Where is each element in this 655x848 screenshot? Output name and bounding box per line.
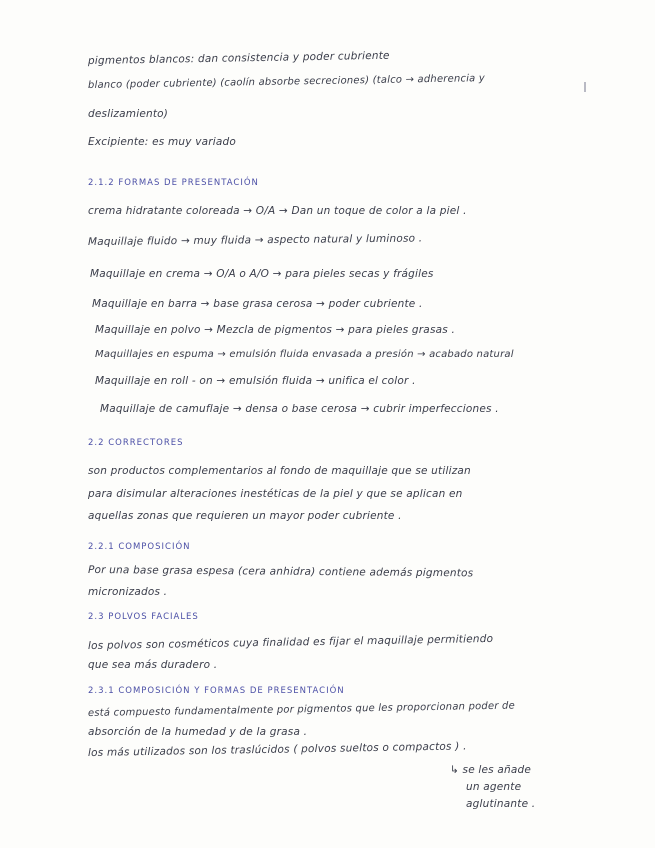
text-line: Maquillajes en espuma → emulsión fluida envasada a presión → acabado natural [95,349,514,360]
text-line: micronizados . [88,586,168,598]
margin-mark [584,82,586,92]
text-line: crema hidratante coloreada → O/A → Dan un toque de color a la piel . [88,205,467,217]
section-heading: 2.2 CORRECTORES [88,438,184,448]
text-line: un agente [466,781,522,793]
text-line: blanco (poder cubriente) (caolín absorbe secreciones) (talco → adherencia y [87,73,486,91]
text-line: Maquillaje de camuflaje → densa o base cerosa → cubrir imperfecciones . [100,403,499,415]
section-heading: 2.2.1 COMPOSICIÓN [88,542,191,552]
text-line: los polvos son cosméticos cuya finalidad es fijar el maquillaje permitiendo [87,632,494,652]
text-line: Por una base grasa espesa (cera anhidra) contiene además pigmentos [87,564,474,580]
text-line: son productos complementarios al fondo de maquillaje que se utilizan [88,465,471,477]
text-line: Maquillaje en polvo → Mezcla de pigmentos → para pieles grasas . [95,324,455,336]
text-line: deslizamiento) [88,108,169,120]
text-line: pigmentos blancos: dan consistencia y poder cubriente [87,49,390,67]
text-line: absorción de la humedad y de la grasa . [88,726,308,738]
section-heading: 2.1.2 FORMAS DE PRESENTACIÓN [88,178,259,188]
text-line: que sea más duradero . [88,659,218,671]
text-line: ↳ se les añade [450,764,532,776]
text-line: Maquillaje fluido → muy fluida → aspecto natural y luminoso . [87,232,423,248]
text-line: Excipiente: es muy variado [88,136,236,148]
text-line: para disimular alteraciones inestéticas de la piel y que se aplican en [88,488,463,500]
text-line: aquellas zonas que requieren un mayor poder cubriente . [88,510,402,522]
text-line: Maquillaje en crema → O/A o A/O → para pieles secas y frágiles [90,268,434,280]
section-heading: 2.3 POLVOS FACIALES [88,612,199,622]
text-line: los más utilizados son los traslúcidos ( polvos sueltos o compactos ) . [87,740,467,759]
text-line: Maquillaje en roll - on → emulsión fluida → unifica el color . [95,375,416,387]
text-line: Maquillaje en barra → base grasa cerosa → poder cubriente . [92,298,423,310]
section-heading: 2.3.1 COMPOSICIÓN Y FORMAS DE PRESENTACIÓN [88,686,345,696]
text-line: aglutinante . [466,798,536,810]
text-line: está compuesto fundamentalmente por pigmentos que les proporcionan poder de [87,700,515,719]
